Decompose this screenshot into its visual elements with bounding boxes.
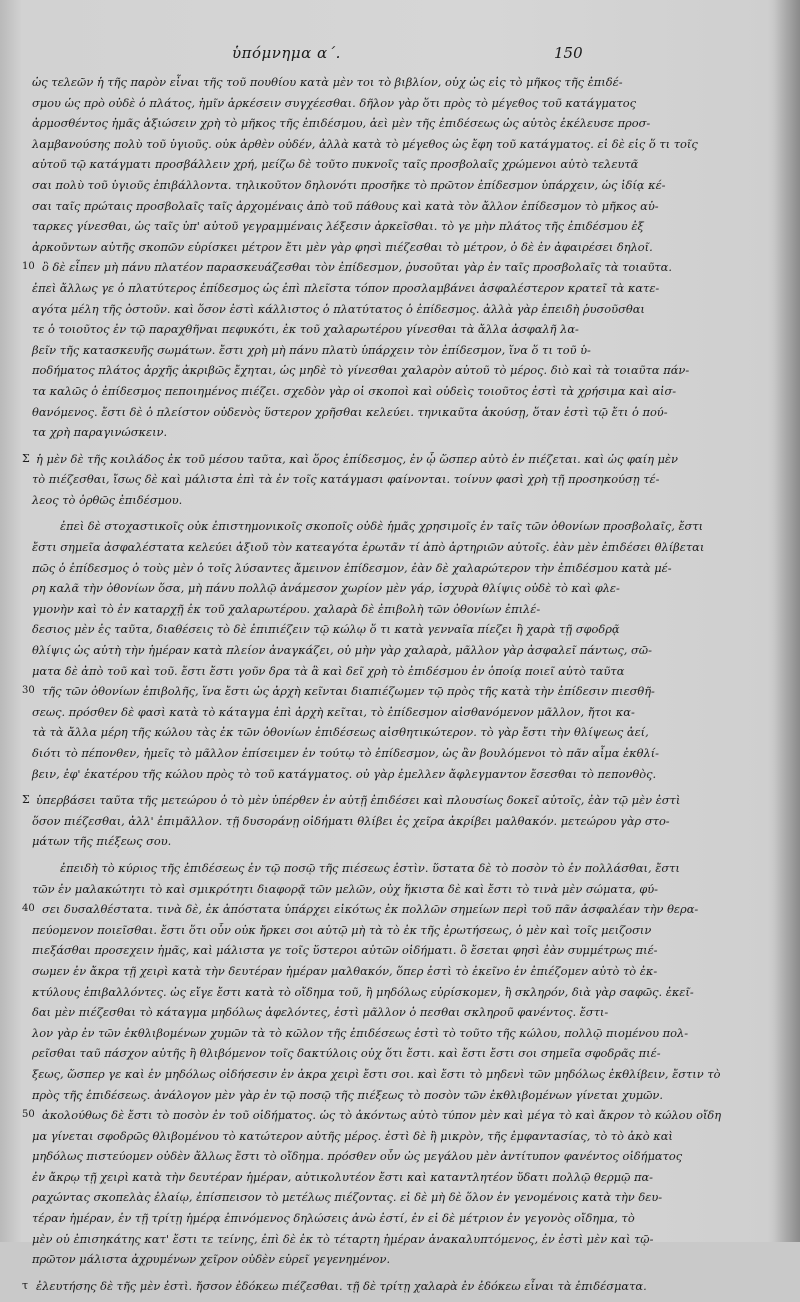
text-line [22, 1126, 780, 1147]
text-line [22, 619, 780, 640]
running-head: ὑπόμνημα α΄. [232, 44, 341, 62]
text-line [22, 1043, 780, 1064]
line-text: ἀρκοῦντων αὐτῆς σκοπῶν εὑρίσκει μέτρον ἔτι μὲν γὰρ φησὶ πιέζεσθαι τὸ μέτρον, ὁ δὲ ἐν ἀφαιρέσει δηλοῖ. [32, 239, 653, 254]
text-line [22, 1105, 780, 1126]
line-text: ὃ δὲ εἶπεν μὴ πάνυ πλατέον παρασκευάζεσθαι τὸν ἐπίδεσμον, ῥυσοῦται γὰρ ἐν ταῖς προσβολαῖς τὰ τοιαῦτα. [42, 260, 672, 275]
line-text: ἐπεὶ δὲ στοχαστικοῖς οὐκ ἐπιστημονικοῖς σκοποῖς οὐδὲ ἡμᾶς χρησιμοῖς ἐν ταῖς τῶν ὀθονίων προσβολαῖς, ἔστι [60, 519, 704, 534]
text-line [22, 1064, 780, 1085]
text-line [22, 196, 780, 217]
line-text: ματα δὲ ἀπὸ τοῦ καὶ τοῦ. ἔστι ἔστι γοῦν δρα τὰ ἃ καὶ δεῖ χρὴ τὸ ἐπιδέσμου ἐν ὁποίᾳ ποιεῖ αὐτὸ ταῦτα [32, 663, 625, 678]
text-line [22, 175, 780, 196]
line-text: ταρκες γίνεσθαι, ὡς ταῖς ὑπ' αὐτοῦ γεγραμμέναις λέξεσιν ἀρκεῖσθαι. τὸ γε μὴν πλάτος τῆς ἐπιδέσμου ἐξ [32, 219, 644, 234]
text-line [22, 422, 780, 443]
line-text: τῆς τῶν ὀθονίων ἐπιβολῆς, ἵνα ἔστι ὡς ἀρχὴ κεῖνται διαπιέζωμεν τῷ πρὸς τῆς κατὰ τὴν ἐπίδεσιν πιεσθῆ- [42, 684, 655, 699]
text-line [22, 940, 780, 961]
text-line [22, 237, 780, 258]
paragraph [22, 858, 780, 1270]
line-text: ὅσον πιέζεσθαι, ἀλλ' ἐπιμᾶλλον. τῇ δυσοράνῃ οἰδήματι θλίβει ἐς χεῖρα ἀκρίβει μαλθακόν. μετεώρου γὰρ στο- [32, 813, 670, 828]
line-text: σαι ταῖς πρώταις προσβολαῖς ταῖς ἀρχομέναις ἀπὸ τοῦ πάθους καὶ κατὰ τὸν ἄλλον ἐπίδεσμον τὸ μῆκος αὐ- [32, 198, 659, 213]
text-line [22, 743, 780, 764]
lemma-marker: τ [22, 1278, 29, 1292]
line-text: ποδήματος πλάτος ἀρχῆς ἀκριβῶς ἔχηται, ὡς μηδὲ τὸ γίνεσθαι χαλαρὸν αὐτοῦ τὸ μέρος. διὸ καὶ τὰ τοιαῦτα πάν- [32, 363, 690, 378]
text-line [22, 764, 780, 785]
text-line [22, 1187, 780, 1208]
line-text: ἐπεὶ ἄλλως γε ὁ πλατύτερος ἐπίδεσμος ὡς ἐπὶ πλεῖστα τόπον προσλαμβάνει ἀσφαλέστερον κρατεῖ τὰ κατε- [32, 280, 660, 295]
line-text: σει δυσαλθέστατα. τινὰ δὲ, ἐκ ἀπόστατα ὑπάρχει εἰκότως ἐκ πολλῶν σημείων περὶ τοῦ πᾶν ἀσφαλέαν τὴν θερα- [42, 902, 699, 917]
text-line [22, 961, 780, 982]
line-text: τέραν ἡμέραν, ἐν τῇ τρίτῃ ἡμέρᾳ ἐπινόμενος δηλώσεις ἀνὼ ἐστί, ἐν εἰ δὲ μέτριον ἐν γεγονὸς οἴδημα, τὸ [32, 1211, 635, 1226]
line-text: σαι πολὺ τοῦ ὑγιοῦς ἐπιβάλλοντα. τηλικοῦτον δηλονότι προσῆκε τὸ πρῶτον ἐπίδεσμον ὑπάρχειν, ὡς ἰδίᾳ κέ- [32, 177, 666, 192]
text-line [22, 299, 780, 320]
line-text: ἀκολούθως δὲ ἔστι τὸ ποσὸν ἐν τοῦ οἰδήματος. ὡς τὸ ἀκόντως αὐτὸ τύπον μὲν καὶ μέγα τὸ καὶ ἄκρον τὸ κώλου οἴδη [42, 1108, 722, 1123]
text-line [22, 640, 780, 661]
line-text: σωμεν ἐν ἄκρα τῇ χειρὶ κατὰ τὴν δευτέραν ἡμέραν μαλθακόν, ὅπερ ἐστὶ τὸ ἐκεῖνο ἐν ἐπιέζομεν αὐτὸ τὸ ἐκ- [32, 963, 658, 978]
line-text: ὡς τελεῶν ἡ τῆς παρὸν εἶναι τῆς τοῦ πουθίου κατὰ μὲν τοι τὸ βιβλίον, οὐχ ὡς εἰς τὸ μῆκος τῆς ἐπιδέ- [32, 75, 623, 89]
text-line [22, 537, 780, 558]
line-text: θλίψις ὡς αὐτὴ τὴν ἡμέραν κατὰ πλείον ἀναγκάζει, οὐ μὴν γὰρ χαλαρὰ, μᾶλλον γὰρ ἀσφαλεῖ πάντως, σῶ- [32, 643, 652, 658]
text-line [22, 72, 780, 93]
line-text: λαμβανούσης πολὺ τοῦ ὑγιοῦς. οὐκ ἀρθὲν οὐδέν, ἀλλὰ κατὰ τὸ μέγεθος ὡς ἔφη τοῦ κατάγματος. εἰ δὲ εἰς ὅ τι τοῖς [32, 136, 698, 151]
line-text: διότι τὸ πέπονθεν, ἡμεῖς τὸ μᾶλλον ἐπίσειμεν ἐν τούτῳ τὸ ἐπίδεσμον, ὡς ἂν βουλόμενοι τὸ πᾶν αἷμα ἐκθλί- [32, 746, 660, 760]
line-text: ρεῖσθαι ταῦ πάσχον αὐτῆς ἢ θλιβόμενον τοῖς δακτύλοις οὐχ ὅτι ἔστι. καὶ ἔστι ἔστι σοι σημεῖα σφοδρᾶς πιέ- [32, 1046, 661, 1061]
text-line [22, 516, 780, 537]
text-line [22, 811, 780, 832]
line-text: σμου ὡς πρὸ οὐδὲ ὁ πλάτος, ἡμῖν ἀρκέσειν συγχέεσθαι. δῆλον γὰρ ὅτι πρὸς τὸ μέγεθος τοῦ κατάγματος [32, 95, 636, 110]
text-line [22, 257, 780, 278]
text-line [22, 790, 780, 811]
paragraph [22, 790, 780, 852]
line-text: θανόμενος. ἔστι δὲ ὁ πλείστον οὐδενὸς ὕστερον χρῆσθαι κελεύει. τηνικαῦτα ἀκούσῃ, ὅταν ἐστὶ τῷ ἔτι ὁ πού- [32, 404, 668, 419]
text-line [22, 402, 780, 423]
greek-commentary-text [22, 72, 780, 1302]
line-text: πιεξάσθαι προσεχειν ἡμᾶς, καὶ μάλιστα γε τοῖς ὕστεροι αὐτῶν οἰδήματι. ὃ ἔσεται φησὶ ἐὰν συμμέτρως πιέ- [32, 943, 658, 958]
line-text: ὑπερβάσει ταῦτα τῆς μετεώρου ὁ τὸ μὲν ὑπέρθεν ἐν αὐτῇ ἐπιδέσει καὶ πλουσίως δοκεῖ αὐτοῖς, ἐὰν τῷ μὲν ἐστὶ [36, 793, 681, 808]
lemma-marker: Σ [22, 451, 30, 465]
page-header [0, 44, 800, 68]
line-text: γμονὴν καὶ τὸ ἐν καταρχῇ ἐκ τοῦ χαλαρωτέρου. χαλαρὰ δὲ ἐπιβολὴ τῶν ὀθονίων ἐπιλέ- [32, 601, 541, 616]
line-text: ἔστι σημεῖα ἀσφαλέστατα κελεύει ἀξιοῦ τὸν κατεαγότα ἐρωτᾶν τί ἀπὸ ἀρτηριῶν αὐτοῖς. ἐὰν μὲν ἐπιδέσει θλίβεται [32, 540, 705, 555]
line-text: τε ὁ τοιοῦτος ἐν τῷ παραχθῆναι πεφυκότι, ἐκ τοῦ χαλαρωτέρου γίνεσθαι τὰ ἄλλα ἀσφαλῆ λα- [32, 322, 579, 337]
text-line [22, 661, 780, 682]
line-text: πρῶτον μάλιστα ἀχρυμένων χεῖρον οὐδὲν εὑρεῖ γεγενημένον. [32, 1252, 391, 1267]
text-line [22, 319, 780, 340]
text-line [22, 702, 780, 723]
text-line [22, 681, 780, 702]
line-text: σεως. πρόσθεν δὲ φασὶ κατὰ τὸ κάταγμα ἐπὶ ἀρχὴ κεῖται, τὸ ἐπίδεσμον αἰσθανόμενον μᾶλλον, ἤτοι κα- [32, 704, 635, 719]
text-line [22, 578, 780, 599]
text-line [22, 113, 780, 134]
text-line [22, 879, 780, 900]
line-text: τα χρὴ παραγινώσκειν. [32, 425, 168, 440]
line-text: ραχώντας σκοπελὰς ἐλαίῳ, ἐπίσπεισον τὸ μετέλως πιέζοντας. εἰ δὲ μὴ δὲ ὅλον ἐν γενομένοις κατὰ τὴν δευ- [32, 1190, 663, 1205]
paragraph [22, 72, 780, 443]
line-text: τὰ τὰ ἄλλα μέρη τῆς κώλου τὰς ἐκ τῶν ὀθονίων ἐπιδέσεως αἰσθητικώτερον. τὸ γὰρ ἔστι τὴν θλίψεως ἀεί, [32, 725, 649, 740]
line-text: ἐν ἄκρῳ τῇ χειρὶ κατὰ τὴν δευτέραν ἡμέραν, αὐτικολυτέον ἔστι καὶ καταντλητέον ὕδατι πολλῷ θερμῷ πα- [32, 1169, 654, 1184]
line-text: τὸ πιέζεσθαι, ἴσως δὲ καὶ μάλιστα ἐπὶ τὰ ἐν τοῖς κατάγμασι φαίνονται. τοίνυν φασὶ χρὴ τῇ προσηκούσῃ τέ- [32, 472, 660, 487]
line-text: μα γίνεται σφοδρῶς θλιβομένου τὸ κατώτερον αὐτῆς μέρος. ἐστὶ δὲ ἢ μικρὸν, τῆς ἐμφαντασίας, τὸ τὸ ἀκὸ καὶ [32, 1128, 673, 1143]
line-text: λεος τὸ ὀρθῶς ἐπιδέσμου. [32, 492, 183, 507]
text-line [22, 340, 780, 361]
line-text: αγότα μέλη τῆς ὀστοῦν. καὶ ὅσον ἐστὶ κάλλιστος ὁ πλατύτατος ὁ ἐπίδεσμος. ἀλλὰ γὰρ ἐπειδὴ ῥυσοῦσθαι [32, 301, 645, 316]
text-line [22, 1167, 780, 1188]
text-line [22, 858, 780, 879]
line-text: τῶν ἐν μαλακώτητι τὸ καὶ σμικρότητι διαφορᾷ τῶν μελῶν, οὐχ ἥκιστα δὲ καὶ ἔστι τὸ τινὰ μὲν σώματα, φύ- [32, 881, 659, 896]
text-line [22, 1085, 780, 1106]
text-line [22, 920, 780, 941]
line-text: δεσιος μὲν ἐς ταῦτα, διαθέσεις τὸ δὲ ἐπιπιέζειν τῷ κώλῳ ὅ τι κατὰ γενναῖα πίεζει ἢ χαρὰ τῇ σφοδρᾷ [32, 622, 620, 637]
line-text: λον γὰρ ἐν τῶν ἐκθλιβομένων χυμῶν τὰ τὸ κῶλον τῆς ἐπιδέσεως ἐστὶ τὸ τοῦτο τῆς κώλου, πολλῷ πιομένου πολ- [32, 1025, 689, 1040]
text-line [22, 360, 780, 381]
lemma-marker: Σ [22, 793, 30, 807]
line-text: μηδόλως πιστεύομεν οὐδὲν ἄλλως ἔστι τὸ οἴδημα. πρόσθεν οὖν ὡς μεγάλου μὲν ἀντίτυπον φανέντος οἰδήματος [32, 1149, 683, 1164]
text-line [22, 469, 780, 490]
text-line [22, 381, 780, 402]
line-text: ρη καλᾶ τὴν ὀθονίων ὅσα, μὴ πάνυ πολλῷ ἀνάμεσον χωρίον μὲν γάρ, ἰσχυρὰ θλίψις οὐδὲ τὸ καὶ φλε- [32, 581, 620, 596]
text-line [22, 278, 780, 299]
line-number: 10 [22, 261, 35, 273]
text-line [22, 93, 780, 114]
text-line [22, 558, 780, 579]
line-text: πῶς ὁ ἐπίδεσμος ὁ τοὺς μὲν ὁ τοῖς λύσαντες ἄμεινον ἐπίδεσμον, ἐὰν δὲ χαλαρώτερον τὴν ἐπιδέσμου κατὰ μέ- [32, 560, 672, 575]
text-line [22, 154, 780, 175]
line-text: τα καλῶς ὁ ἐπίδεσμος πεποιημένος πιέζει. σχεδὸν γὰρ οἱ σκοποὶ καὶ οὐδεὶς τοιοῦτος ἐστὶ τὰ χρήσιμα καὶ αἰσ- [32, 383, 677, 398]
paragraph [22, 1276, 780, 1297]
text-line [22, 134, 780, 155]
line-text: πρὸς τῆς ἐπιδέσεως. ἀνάλογον μὲν γὰρ ἐν τῷ ποσῷ τῆς πιέξεως τὸ ποσὸν τῶν ἐκθλιβομένων γίνεται χυμῶν. [32, 1087, 663, 1102]
line-text: βεῖν τῆς κατασκευῆς σωμάτων. ἔστι χρὴ μὴ πάνυ πλατὺ ὑπάρχειν τὸν ἐπίδεσμον, ἵνα ὅ τι τοῦ ὑ- [32, 342, 591, 357]
text-line [22, 831, 780, 852]
line-number: 30 [22, 685, 35, 697]
text-line [22, 1208, 780, 1229]
line-text: πεύομενον ποιεῖσθαι. ἔστι ὅτι οὖν οὐκ ἤρκει σοι αὐτῷ μὴ τὰ τὸ ἐκ τῆς ἐρωτήσεως, ὁ μὲν καὶ τοῖς μειζοσιν [32, 922, 652, 937]
line-text: μὲν οὐ ἐπισηκάτης κατ' ἔστι τε τείνης, ἐπὶ δὲ ἐκ τὸ τέταρτη ἡμέραν ἀνακαλυπτόμενος, ἐν ἐστὶ μὲν καὶ τῷ- [32, 1231, 654, 1246]
text-line [22, 216, 780, 237]
text-line [22, 1276, 780, 1297]
line-text: ἐπειδὴ τὸ κύριος τῆς ἐπιδέσεως ἐν τῷ ποσῷ τῆς πιέσεως ἐστὶν. ὕστατα δὲ τὸ ποσὸν τὸ ἐν πολλάσθαι, ἔστι [60, 860, 680, 875]
line-text: ἀρμοσθέντος ἡμᾶς ἀξιώσειν χρὴ τὸ μῆκος τῆς ἐπιδέσμου, ἀεὶ μὲν τῆς ἐπιδέσεως ὡς αὐτὸς ἐκέλευσε προσ- [32, 116, 651, 131]
page-number: 150 [554, 44, 583, 62]
line-text: αὐτοῦ τῷ κατάγματι προσβάλλειν χρή, μείζω δὲ τοῦτο πυκνοῖς ταῖς προσβολαῖς χρώμενοι αὐτὸ τελευτᾶ [32, 157, 639, 172]
text-line [22, 490, 780, 511]
line-text: μάτων τῆς πιέξεως σου. [32, 834, 172, 849]
paragraph [22, 516, 780, 784]
text-line [22, 1023, 780, 1044]
text-line [22, 1146, 780, 1167]
line-number: 50 [22, 1109, 35, 1121]
text-line [22, 449, 780, 470]
paragraph [22, 449, 780, 511]
text-line [22, 1249, 780, 1270]
line-text: ἡ μὲν δὲ τῆς κοιλάδος ἐκ τοῦ μέσου ταῦτα, καὶ ὅρος ἐπίδεσμος, ἐν ᾧ ὥσπερ αὐτὸ ἐν πιέζεται. καὶ ὡς φαίη μὲν [36, 451, 678, 466]
line-text: δαι μὲν πιέζεσθαι τὸ κάταγμα μηδόλως ἀφελόντες, ἐστὶ μᾶλλον ὁ πεσθαι σκληροῦ φανέντος. ἔστι- [32, 1005, 609, 1020]
text-line [22, 982, 780, 1003]
line-text: ξεως, ὥσπερ γε καὶ ἐν μηδόλως οἰδήσεσιν ἐν ἀκρα χειρὶ ἔστι σοι. καὶ ἔστι τὸ μηδενὶ τῶν μηδόλως ἐκθλίβειν, ἔστιν τὸ [32, 1066, 721, 1081]
text-line [22, 1229, 780, 1250]
text-line [22, 599, 780, 620]
line-text: κτύλους ἐπιβαλλόντες. ὡς εἴγε ἔστι κατὰ τὸ οἴδημα τοῦ, ἢ μηδόλως εὑρίσκομεν, ἢ σκληρόν, διὰ γὰρ σαφῶς. ἐκεῖ- [32, 984, 694, 999]
text-line [22, 722, 780, 743]
line-text: βειν, ἐφ' ἑκατέρου τῆς κώλου πρὸς τὸ τοῦ κατάγματος. οὐ γὰρ ἐμελλεν ἄφλεγμαντον ἔσεσθαι τὸ πεπονθὸς. [32, 766, 657, 781]
line-text: ἐλευτήσης δὲ τῆς μὲν ἐστὶ. ἤσσον ἐδόκεω πιέζεσθαι. τῇ δὲ τρίτῃ χαλαρὰ ἐν ἐδόκεω εἶναι τὰ ἐπιδέσματα. [36, 1278, 647, 1293]
text-line [22, 899, 780, 920]
line-number: 40 [22, 903, 35, 915]
text-line [22, 1002, 780, 1023]
